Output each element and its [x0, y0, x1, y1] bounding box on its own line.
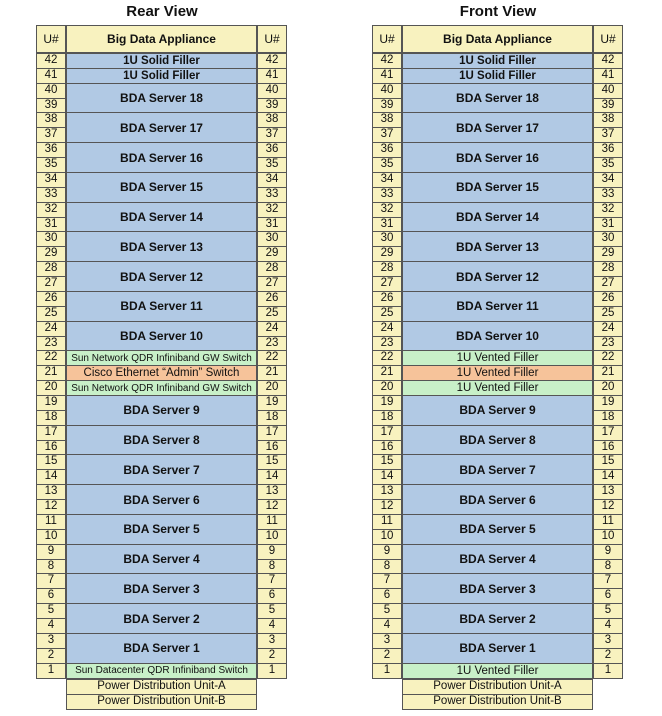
u-number: 14	[372, 469, 402, 485]
u-number: 24	[257, 321, 287, 337]
u-number: 2	[372, 648, 402, 664]
u-number: 15	[36, 454, 66, 470]
u-number: 5	[372, 603, 402, 619]
u-number: 2	[257, 648, 287, 664]
server-slot: BDA Server 8	[402, 425, 593, 456]
u-number: 22	[257, 350, 287, 366]
u-number: 1	[36, 663, 66, 679]
u-number: 28	[257, 261, 287, 277]
u-header: U#	[36, 25, 66, 53]
u-number: 21	[372, 365, 402, 381]
u-number: 33	[372, 187, 402, 203]
u-number: 26	[593, 291, 623, 307]
u-number: 12	[593, 499, 623, 515]
u-number: 5	[36, 603, 66, 619]
u-number: 27	[593, 276, 623, 292]
u-number: 35	[257, 157, 287, 173]
u-number: 2	[593, 648, 623, 664]
u-number: 20	[372, 380, 402, 396]
u-number: 1	[372, 663, 402, 679]
u-number: 30	[593, 231, 623, 247]
u-number: 18	[593, 410, 623, 426]
u-number: 6	[257, 588, 287, 604]
u-number: 11	[36, 514, 66, 530]
vented-filler-slot: 1U Vented Filler	[402, 663, 593, 679]
u-number: 38	[593, 112, 623, 128]
u-number: 42	[593, 53, 623, 69]
server-slot: BDA Server 9	[402, 395, 593, 426]
switch-slot: Sun Network QDR Infiniband GW Switch	[66, 380, 257, 396]
solid-filler-slot: 1U Solid Filler	[66, 68, 257, 84]
u-number: 34	[372, 172, 402, 188]
u-number: 16	[36, 440, 66, 456]
u-number: 4	[36, 618, 66, 634]
u-number: 25	[372, 306, 402, 322]
u-number: 29	[257, 246, 287, 262]
u-number: 34	[36, 172, 66, 188]
u-number: 20	[593, 380, 623, 396]
u-number: 22	[36, 350, 66, 366]
u-number: 9	[257, 544, 287, 560]
u-number: 7	[593, 573, 623, 589]
u-number: 41	[372, 68, 402, 84]
u-number: 8	[372, 559, 402, 575]
u-number: 40	[593, 83, 623, 99]
u-number: 37	[372, 127, 402, 143]
u-number: 7	[372, 573, 402, 589]
u-number: 16	[372, 440, 402, 456]
u-number: 23	[372, 336, 402, 352]
server-slot: BDA Server 16	[66, 142, 257, 173]
u-number: 3	[593, 633, 623, 649]
u-number: 38	[36, 112, 66, 128]
server-slot: BDA Server 12	[402, 261, 593, 292]
power-distribution-unit: Power Distribution Unit-A	[66, 679, 257, 695]
u-number: 21	[257, 365, 287, 381]
u-number: 8	[593, 559, 623, 575]
u-number: 33	[36, 187, 66, 203]
u-number: 27	[36, 276, 66, 292]
u-number: 6	[36, 588, 66, 604]
appliance-header: Big Data Appliance	[66, 25, 257, 53]
u-number: 10	[36, 529, 66, 545]
u-number: 32	[257, 202, 287, 218]
u-number: 38	[257, 112, 287, 128]
u-number: 10	[593, 529, 623, 545]
server-slot: BDA Server 11	[66, 291, 257, 322]
server-slot: BDA Server 17	[66, 112, 257, 143]
power-distribution-unit: Power Distribution Unit-A	[402, 679, 593, 695]
solid-filler-slot: 1U Solid Filler	[402, 53, 593, 69]
u-number: 10	[372, 529, 402, 545]
u-number: 30	[372, 231, 402, 247]
u-number: 37	[257, 127, 287, 143]
u-number: 33	[593, 187, 623, 203]
u-number: 40	[257, 83, 287, 99]
u-number: 33	[257, 187, 287, 203]
u-number: 27	[372, 276, 402, 292]
u-number: 40	[36, 83, 66, 99]
u-number: 23	[593, 336, 623, 352]
u-number: 3	[372, 633, 402, 649]
u-number: 22	[372, 350, 402, 366]
u-number: 7	[257, 573, 287, 589]
server-slot: BDA Server 2	[402, 603, 593, 634]
server-slot: BDA Server 8	[66, 425, 257, 456]
u-number: 17	[372, 425, 402, 441]
admin-slot: 1U Vented Filler	[402, 365, 593, 381]
server-slot: BDA Server 3	[66, 573, 257, 604]
u-number: 16	[257, 440, 287, 456]
u-number: 31	[372, 217, 402, 233]
server-slot: BDA Server 1	[402, 633, 593, 664]
switch-slot: Sun Network QDR Infiniband GW Switch	[66, 350, 257, 366]
u-number: 19	[257, 395, 287, 411]
server-slot: BDA Server 6	[66, 484, 257, 515]
server-slot: BDA Server 5	[402, 514, 593, 545]
u-number: 39	[36, 98, 66, 114]
u-number: 10	[257, 529, 287, 545]
u-number: 23	[36, 336, 66, 352]
u-number: 29	[372, 246, 402, 262]
u-number: 11	[372, 514, 402, 530]
u-number: 13	[593, 484, 623, 500]
server-slot: BDA Server 5	[66, 514, 257, 545]
u-number: 29	[593, 246, 623, 262]
u-number: 36	[372, 142, 402, 158]
power-distribution-unit: Power Distribution Unit-B	[402, 694, 593, 710]
server-slot: BDA Server 4	[66, 544, 257, 575]
u-number: 41	[36, 68, 66, 84]
u-number: 16	[593, 440, 623, 456]
u-number: 31	[36, 217, 66, 233]
switch-slot: Sun Datacenter QDR Infiniband Switch	[66, 663, 257, 679]
u-number: 7	[36, 573, 66, 589]
u-number: 36	[257, 142, 287, 158]
u-number: 24	[36, 321, 66, 337]
u-number: 4	[593, 618, 623, 634]
server-slot: BDA Server 14	[66, 202, 257, 233]
u-number: 28	[372, 261, 402, 277]
solid-filler-slot: 1U Solid Filler	[66, 53, 257, 69]
u-number: 29	[36, 246, 66, 262]
u-number: 17	[36, 425, 66, 441]
server-slot: BDA Server 10	[66, 321, 257, 352]
u-number: 32	[36, 202, 66, 218]
u-number: 6	[372, 588, 402, 604]
u-number: 13	[257, 484, 287, 500]
server-slot: BDA Server 4	[402, 544, 593, 575]
server-slot: BDA Server 12	[66, 261, 257, 292]
u-number: 42	[257, 53, 287, 69]
u-number: 9	[372, 544, 402, 560]
u-number: 17	[257, 425, 287, 441]
u-header: U#	[372, 25, 402, 53]
u-number: 39	[372, 98, 402, 114]
u-number: 35	[36, 157, 66, 173]
u-number: 28	[593, 261, 623, 277]
u-number: 12	[257, 499, 287, 515]
u-number: 36	[593, 142, 623, 158]
u-number: 41	[257, 68, 287, 84]
u-number: 11	[593, 514, 623, 530]
u-number: 13	[372, 484, 402, 500]
u-number: 4	[372, 618, 402, 634]
u-number: 18	[36, 410, 66, 426]
u-number: 25	[257, 306, 287, 322]
u-number: 20	[36, 380, 66, 396]
u-number: 13	[36, 484, 66, 500]
server-slot: BDA Server 16	[402, 142, 593, 173]
u-number: 34	[593, 172, 623, 188]
u-number: 37	[36, 127, 66, 143]
u-number: 18	[372, 410, 402, 426]
u-number: 1	[257, 663, 287, 679]
view-title: Front View	[459, 3, 537, 20]
u-number: 35	[372, 157, 402, 173]
u-number: 3	[257, 633, 287, 649]
u-number: 1	[593, 663, 623, 679]
u-number: 35	[593, 157, 623, 173]
u-number: 9	[593, 544, 623, 560]
u-number: 4	[257, 618, 287, 634]
u-header: U#	[593, 25, 623, 53]
admin-slot: Cisco Ethernet “Admin” Switch	[66, 365, 257, 381]
u-number: 42	[372, 53, 402, 69]
u-number: 40	[372, 83, 402, 99]
u-number: 26	[372, 291, 402, 307]
server-slot: BDA Server 13	[66, 231, 257, 262]
u-number: 6	[593, 588, 623, 604]
server-slot: BDA Server 18	[402, 83, 593, 114]
u-number: 2	[36, 648, 66, 664]
server-slot: BDA Server 14	[402, 202, 593, 233]
u-number: 18	[257, 410, 287, 426]
u-number: 32	[593, 202, 623, 218]
u-number: 30	[36, 231, 66, 247]
u-number: 39	[257, 98, 287, 114]
u-number: 25	[593, 306, 623, 322]
u-number: 12	[372, 499, 402, 515]
u-number: 19	[36, 395, 66, 411]
server-slot: BDA Server 9	[66, 395, 257, 426]
u-number: 21	[593, 365, 623, 381]
solid-filler-slot: 1U Solid Filler	[402, 68, 593, 84]
u-number: 15	[257, 454, 287, 470]
u-number: 15	[372, 454, 402, 470]
u-number: 28	[36, 261, 66, 277]
u-number: 19	[372, 395, 402, 411]
u-header: U#	[257, 25, 287, 53]
view-title: Rear View	[126, 3, 198, 20]
u-number: 23	[257, 336, 287, 352]
u-number: 30	[257, 231, 287, 247]
server-slot: BDA Server 6	[402, 484, 593, 515]
server-slot: BDA Server 2	[66, 603, 257, 634]
u-number: 5	[593, 603, 623, 619]
u-number: 8	[257, 559, 287, 575]
server-slot: BDA Server 18	[66, 83, 257, 114]
power-distribution-unit: Power Distribution Unit-B	[66, 694, 257, 710]
appliance-header: Big Data Appliance	[402, 25, 593, 53]
u-number: 11	[257, 514, 287, 530]
server-slot: BDA Server 1	[66, 633, 257, 664]
u-number: 17	[593, 425, 623, 441]
u-number: 27	[257, 276, 287, 292]
server-slot: BDA Server 10	[402, 321, 593, 352]
u-number: 36	[36, 142, 66, 158]
u-number: 34	[257, 172, 287, 188]
u-number: 9	[36, 544, 66, 560]
u-number: 5	[257, 603, 287, 619]
u-number: 26	[257, 291, 287, 307]
server-slot: BDA Server 11	[402, 291, 593, 322]
u-number: 3	[36, 633, 66, 649]
u-number: 31	[593, 217, 623, 233]
u-number: 14	[257, 469, 287, 485]
u-number: 14	[36, 469, 66, 485]
u-number: 39	[593, 98, 623, 114]
u-number: 19	[593, 395, 623, 411]
u-number: 42	[36, 53, 66, 69]
u-number: 15	[593, 454, 623, 470]
u-number: 20	[257, 380, 287, 396]
u-number: 24	[593, 321, 623, 337]
u-number: 26	[36, 291, 66, 307]
server-slot: BDA Server 7	[66, 454, 257, 485]
vented-filler-slot: 1U Vented Filler	[402, 350, 593, 366]
server-slot: BDA Server 7	[402, 454, 593, 485]
u-number: 25	[36, 306, 66, 322]
u-number: 38	[372, 112, 402, 128]
u-number: 24	[372, 321, 402, 337]
u-number: 41	[593, 68, 623, 84]
vented-filler-slot: 1U Vented Filler	[402, 380, 593, 396]
u-number: 8	[36, 559, 66, 575]
u-number: 14	[593, 469, 623, 485]
u-number: 22	[593, 350, 623, 366]
front-view-rack	[372, 0, 624, 716]
u-number: 31	[257, 217, 287, 233]
server-slot: BDA Server 17	[402, 112, 593, 143]
server-slot: BDA Server 15	[402, 172, 593, 203]
rear-view-rack	[36, 0, 288, 716]
server-slot: BDA Server 15	[66, 172, 257, 203]
u-number: 37	[593, 127, 623, 143]
u-number: 12	[36, 499, 66, 515]
server-slot: BDA Server 13	[402, 231, 593, 262]
u-number: 32	[372, 202, 402, 218]
u-number: 21	[36, 365, 66, 381]
server-slot: BDA Server 3	[402, 573, 593, 604]
